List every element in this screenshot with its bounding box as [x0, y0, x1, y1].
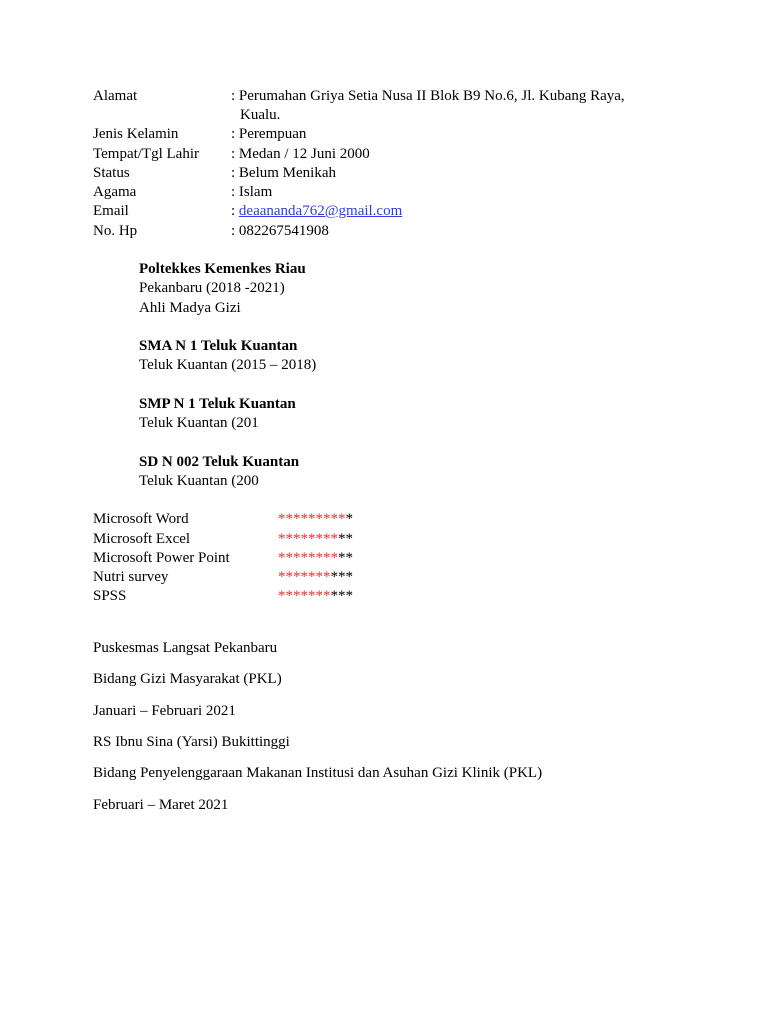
ttl-label: Tempat/Tgl Lahir — [93, 146, 199, 162]
hp-value: : 082267541908 — [231, 223, 329, 239]
alamat-value-continued: Kualu. — [240, 107, 281, 123]
email-prefix: : — [231, 203, 239, 219]
rating-empty: ** — [338, 550, 353, 566]
education-school-1: Poltekkes Kemenkes Riau — [139, 261, 306, 277]
rating-filled: ******* — [278, 588, 331, 604]
education-school-2: SMA N 1 Teluk Kuantan — [139, 338, 298, 354]
ttl-value: : Medan / 12 Juni 2000 — [231, 146, 370, 162]
experience-place-2: RS Ibnu Sina (Yarsi) Bukittinggi — [93, 734, 290, 750]
skill-rating — [278, 549, 353, 568]
rating-filled: ******** — [278, 531, 338, 547]
jenis-kelamin-value: : Perempuan — [231, 126, 307, 142]
rating-filled: ******** — [278, 550, 338, 566]
experience-period-1: Januari – Februari 2021 — [93, 703, 236, 719]
rating-empty: * — [345, 511, 353, 527]
skill-rating — [278, 587, 353, 606]
education-location-1: Pekanbaru (2018 -2021) — [139, 280, 285, 296]
skill-rating — [278, 510, 353, 529]
agama-label: Agama — [93, 184, 137, 200]
experience-period-2: Februari – Maret 2021 — [93, 797, 229, 813]
skill-rating — [278, 568, 353, 587]
rating-filled: ******* — [278, 569, 331, 585]
agama-value: : Islam — [231, 184, 273, 200]
rating-empty: ** — [338, 531, 353, 547]
skill-name: Microsoft Excel — [93, 531, 191, 547]
rating-empty: *** — [330, 569, 353, 585]
experience-field-1: Bidang Gizi Masyarakat (PKL) — [93, 671, 282, 687]
hp-label: No. Hp — [93, 223, 138, 239]
education-location-2: Teluk Kuantan (2015 – 2018) — [139, 357, 317, 373]
jenis-kelamin-label: Jenis Kelamin — [93, 126, 179, 142]
experience-place-1: Puskesmas Langsat Pekanbaru — [93, 640, 278, 656]
email-row — [231, 202, 402, 221]
skill-name: Microsoft Power Point — [93, 550, 230, 566]
skill-name: SPSS — [93, 588, 127, 604]
skill-name: Nutri survey — [93, 569, 169, 585]
status-value: : Belum Menikah — [231, 165, 336, 181]
skill-name: Microsoft Word — [93, 511, 189, 527]
education-location-3: Teluk Kuantan (201 — [139, 415, 259, 431]
education-degree-1: Ahli Madya Gizi — [139, 300, 241, 316]
status-label: Status — [93, 165, 130, 181]
alamat-value: : Perumahan Griya Setia Nusa II Blok B9 No.6, Jl. Kubang Raya, — [231, 88, 625, 104]
education-school-4: SD N 002 Teluk Kuantan — [139, 454, 300, 470]
skill-rating — [278, 530, 353, 549]
alamat-label: Alamat — [93, 88, 138, 104]
education-location-4: Teluk Kuantan (200 — [139, 473, 259, 489]
experience-field-2: Bidang Penyelenggaraan Makanan Institusi dan Asuhan Gizi Klinik (PKL) — [93, 765, 543, 781]
email-link[interactable]: deaananda762@gmail.com — [238, 203, 403, 219]
rating-empty: *** — [330, 588, 353, 604]
email-label: Email — [93, 203, 129, 219]
rating-filled: ********* — [278, 511, 346, 527]
education-school-3: SMP N 1 Teluk Kuantan — [139, 396, 296, 412]
